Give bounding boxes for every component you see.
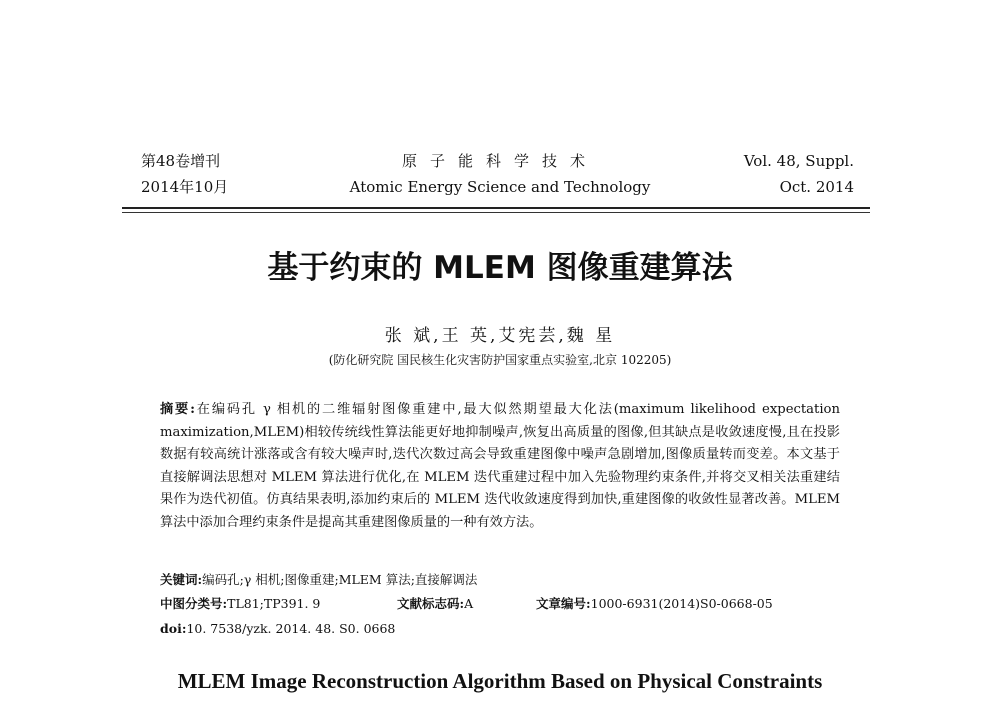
header-rule-thick xyxy=(122,207,870,209)
volume-cn: 第48卷增刊 xyxy=(141,152,221,170)
journal-name-cn: 原子能科学技术 xyxy=(401,152,598,170)
keywords xyxy=(160,572,477,588)
abstract xyxy=(160,399,840,534)
paper-title: 基于约束的 MLEM 图像重建算法 xyxy=(267,250,733,286)
english-title: MLEM Image Reconstruction Algorithm Based on Physical Constraints xyxy=(177,669,823,693)
classification-label: 中图分类号: xyxy=(160,596,228,611)
authors: 张 斌,王 英,艾宪芸,魏 星 xyxy=(384,326,616,346)
volume-en: Vol. 48, Suppl. xyxy=(743,152,854,170)
abstract-label: 摘要: xyxy=(160,402,195,417)
keywords-text: 编码孔;γ 相机;图像重建;MLEM 算法;直接解调法 xyxy=(202,572,478,587)
doi-value: 10. 7538/yzk. 2014. 48. S0. 0668 xyxy=(186,621,396,636)
article-number-value: 1000-6931(2014)S0-0668-05 xyxy=(590,596,773,611)
date-cn: 2014年10月 xyxy=(141,178,229,196)
document-code-value: A xyxy=(464,596,474,611)
doi xyxy=(160,621,395,637)
classification xyxy=(160,596,320,612)
article-number xyxy=(536,596,773,612)
doi-label: doi: xyxy=(160,621,187,636)
document-code-label: 文献标志码: xyxy=(397,596,465,611)
journal-name-en: Atomic Energy Science and Technology xyxy=(349,178,651,196)
abstract-text: 在编码孔 γ 相机的二维辐射图像重建中,最大似然期望最大化法(maximum likelihood expectation maximization,MLEM)相较传统线性算法能更好地抑制噪声,恢复出高质量的图像,但其缺点是收敛速度慢,且在投影数据有较高统计涨落或含有较大噪声时,迭代次数过高会导致重建图像中噪声急剧增加,图像质量转而变差。本文基于直接解调法思想对 MLEM 算法进行优化,在 MLEM 迭代重建过程中加入先验物理约束条件,并将交叉相关法重建结果作为迭代初值。仿真结果表明,添加约束后的 MLEM 迭代收敛速度得到加快,重建图像的收敛性显著改善。MLEM 算法中添加合理约束条件是提高其重建图像质量的一种有效方法。 xyxy=(160,402,840,530)
keywords-label: 关键词: xyxy=(160,572,203,587)
date-en: Oct. 2014 xyxy=(779,178,854,196)
header-rule-thin xyxy=(122,212,870,213)
classification-value: TL81;TP391. 9 xyxy=(227,596,321,611)
article-number-label: 文章编号: xyxy=(536,596,591,611)
affiliation: (防化研究院 国民核生化灾害防护国家重点实验室,北京 102205) xyxy=(328,353,672,367)
document-code xyxy=(397,596,473,612)
